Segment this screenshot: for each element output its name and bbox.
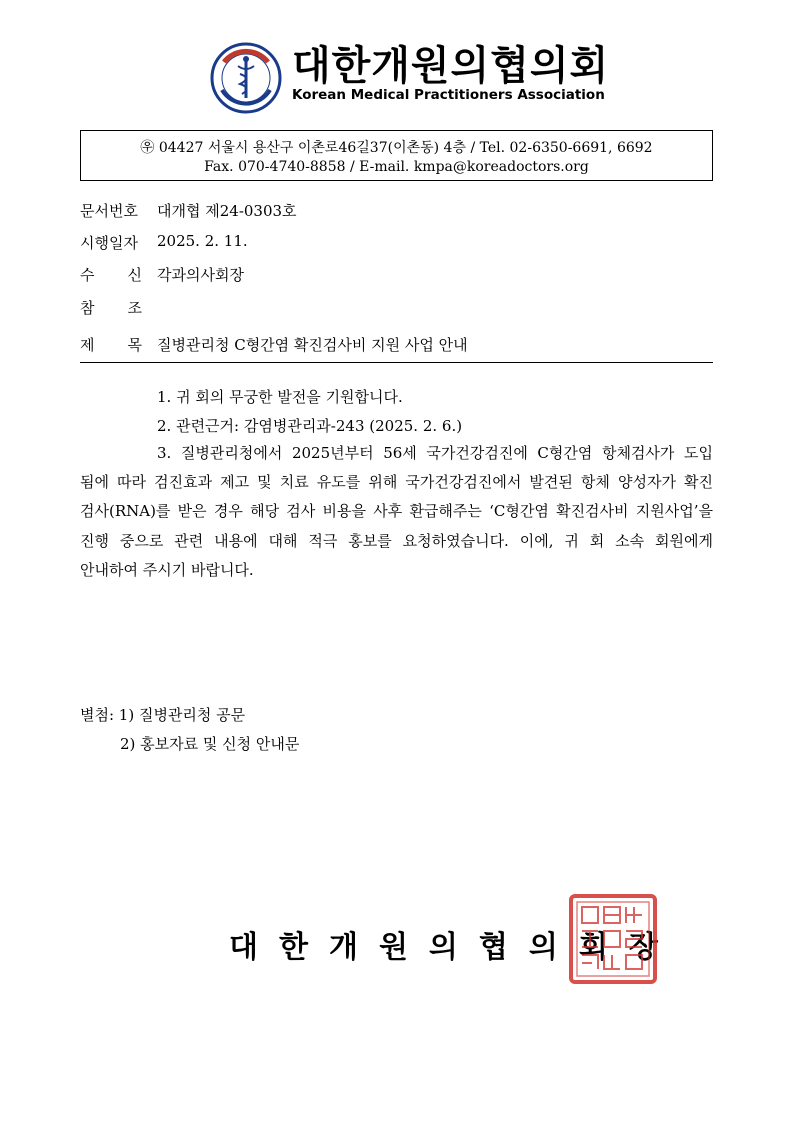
- body-item-2: 2. 관련근거: 감염병관리과-243 (2025. 2. 6.): [157, 417, 463, 435]
- body-item-3-line: 됨에 따라 검진효과 제고 및 치료 유도를 위해 국가건강검진에서 발견된 항체 양성자가 확진: [80, 473, 713, 491]
- official-seal: [568, 893, 658, 985]
- address-box: [80, 130, 713, 181]
- subject-label: 제 목: [80, 336, 142, 354]
- body-item-3-line: 안내하여 주시기 바랍니다.: [80, 561, 254, 579]
- contact-line: Fax. 070-4740-8858 / E-mail. kmpa@koreadoctors.org: [204, 159, 589, 175]
- body-item-3-line: 진행 중으로 관련 내용에 대해 적극 홍보를 요청하였습니다. 이에, 귀 회 소속 회원에게: [80, 532, 713, 550]
- divider: [80, 362, 713, 363]
- doc-number: 대개협 제24-0303호: [157, 202, 297, 220]
- recipient: 각과의사회장: [157, 266, 244, 284]
- attachment-2: 2) 홍보자료 및 신청 안내문: [120, 735, 300, 753]
- doc-number-label: 문서번호: [80, 202, 138, 220]
- enforcement-date: 2025. 2. 11.: [157, 232, 248, 250]
- body-item-1: 1. 귀 회의 무궁한 발전을 기원합니다.: [157, 388, 403, 406]
- org-name-english: Korean Medical Practitioners Association: [292, 87, 605, 103]
- body-item-3-line: 3. 질병관리청에서 2025년부터 56세 국가건강검진에 C형간염 항체검사가 도입: [157, 444, 713, 462]
- association-logo: [210, 42, 282, 114]
- attachment-1: 별첨: 1) 질병관리청 공문: [80, 706, 246, 724]
- signature-title: 대한개원의협의회장: [229, 930, 679, 965]
- org-name-korean: 대한개원의협의회: [292, 43, 610, 89]
- address-line: ㉾ 04427 서울시 용산구 이촌로46길37(이촌동) 4층 / Tel. 02-6350-6691, 6692: [140, 140, 653, 156]
- reference-label: 참 조: [80, 299, 142, 317]
- body-item-3-line: 검사(RNA)를 받은 경우 해당 검사 비용을 사후 환급해주는 ‘C형간염 확진검사비 지원사업’을: [80, 502, 713, 520]
- date-label: 시행일자: [80, 234, 138, 252]
- subject: 질병관리청 C형간염 확진검사비 지원 사업 안내: [157, 336, 468, 354]
- recipient-label: 수 신: [80, 266, 142, 284]
